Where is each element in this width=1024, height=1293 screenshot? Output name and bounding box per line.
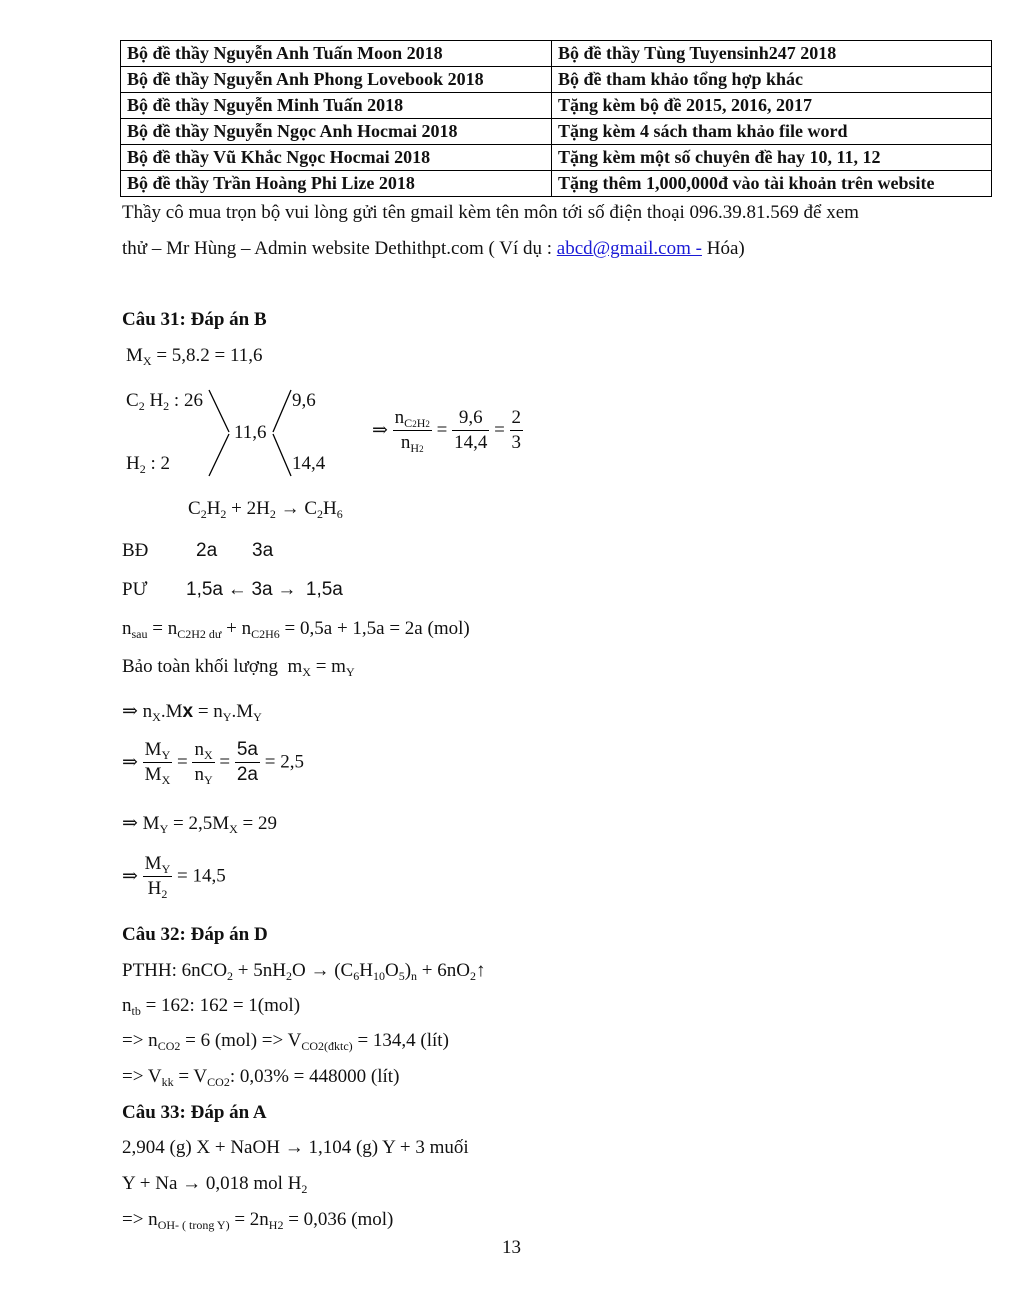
q32-ntb-line: $n_{tb} = 162$: 162 = 1(mol)	[122, 995, 301, 1018]
notice-line-2	[122, 238, 745, 260]
initial-h2: 3a	[252, 540, 274, 561]
notice-text: thử – Mr Hùng – Admin website Dethithpt.com ( Ví dụ :	[122, 238, 557, 259]
promo-cell-right: Bộ đề tham khảo tổng hợp khác	[552, 67, 992, 93]
promo-cell-right: Tặng thêm 1,000,000đ vào tài khoản trên website	[552, 171, 992, 197]
q32-vkk-line: => $V_{kk} = V_{CO2}$: 0,03% = 448000 (lít)	[122, 1066, 400, 1089]
q32-equation: PTHH: $6nCO_2 + 5nH_2O \to (C_6H_{10}O_5)_n$ + $6nO_2↑$	[122, 960, 486, 983]
promo-row	[121, 145, 992, 171]
promo-cell-left: Bộ đề thầy Vũ Khắc Ngọc Hocmai 2018	[121, 145, 552, 171]
density-h2-formula: ⇒ $\frac{M_Y}{H_2}$ = 14,5	[122, 853, 226, 901]
promo-cell-right: Tặng kèm 4 sách tham khảo file word	[552, 119, 992, 145]
mole-ratio-formula: ⇒ $\frac{n_{C2H2}}{n_{H2}}$ = $\frac{9,6}{14,4}$ = $\frac{2}{3}$	[372, 407, 522, 455]
promo-table	[120, 40, 992, 197]
initial-c2h2: 2a	[196, 540, 218, 561]
c2h2-ratio: $C_2$ $H_2$ : 26	[126, 390, 203, 413]
n-m-equation: ⇒ $n_X.Mx = n_Y.M_Y$	[122, 701, 262, 724]
promo-row	[121, 67, 992, 93]
reacted-row-label: PƯ	[122, 579, 148, 600]
page-number: 13	[502, 1237, 521, 1258]
h2-ratio: $H_2$ : 2	[126, 453, 171, 476]
my-line: ⇒ $M_Y = 2,5M_X = 29$	[122, 813, 277, 836]
promo-cell-right: Bộ đề thầy Tùng Tuyensinh247 2018	[552, 41, 992, 67]
cross-right-top: 9,6	[292, 390, 316, 411]
promo-cell-left: Bộ đề thầy Nguyễn Anh Phong Lovebook 2018	[121, 67, 552, 93]
promo-cell-right: Tặng kèm bộ đề 2015, 2016, 2017	[552, 93, 992, 119]
promo-cell-left: Bộ đề thầy Trần Hoàng Phi Lize 2018	[121, 171, 552, 197]
notice-line-1: Thầy cô mua trọn bộ vui lòng gửi tên gmail kèm tên môn tới số điện thoại 096.39.81.569 để xem	[122, 202, 859, 223]
cross-mid-value: 11,6	[234, 422, 267, 443]
molar-ratio-formula: ⇒ $\frac{M_Y}{M_X}$ = $\frac{n_X}{n_Y}$ = $\frac{5a}{2a}$ = 2,5	[122, 739, 304, 787]
reacted-row-values: 1,5a ← 3a → 1,5a	[186, 579, 343, 600]
q33-heading: Câu 33: Đáp án A	[122, 1102, 267, 1123]
promo-row	[121, 171, 992, 197]
promo-cell-right: Tặng kèm một số chuyên đề hay 10, 11, 12	[552, 145, 992, 171]
cross-right-bottom: 14,4	[292, 453, 326, 474]
q33-line-2: Y + Na → 0,018 mol $H_2$	[122, 1173, 308, 1196]
promo-cell-left: Bộ đề thầy Nguyễn Anh Tuấn Moon 2018	[121, 41, 552, 67]
q33-line-3: => $n_{OH- ( trong Y)} = 2n_{H2} = 0,036$ (mol)	[122, 1209, 394, 1232]
q31-heading: Câu 31: Đáp án B	[122, 309, 267, 330]
notice-subject: Hóa)	[701, 238, 745, 259]
q32-heading: Câu 32: Đáp án D	[122, 924, 268, 945]
promo-cell-left: Bộ đề thầy Nguyễn Minh Tuấn 2018	[121, 93, 552, 119]
mass-conservation-line: Bảo toàn khối lượng $m_X = m_Y$	[122, 656, 355, 679]
promo-row	[121, 119, 992, 145]
q31-mx-line: $M_X = 5,8.2 = 11,6$	[126, 345, 263, 368]
q33-line-1: 2,904 (g) X + NaOH → 1,104 (g) Y + 3 muối	[122, 1137, 469, 1158]
promo-row	[121, 41, 992, 67]
promo-row	[121, 93, 992, 119]
initial-row-label: BĐ	[122, 540, 149, 561]
n-after-line: $n_{sau} = n_{C2H2 dư} + n_{C2H6} = 0,5a + 1,5a = 2a$ (mol)	[122, 618, 470, 641]
example-email-link[interactable]: abcd@gmail.com -	[556, 238, 702, 259]
q32-nco2-line: => $n_{CO2} = 6$ $(mol) => V_{CO2(đktc)} = 134,4$ (lít)	[122, 1030, 449, 1053]
reaction-equation: $C_2H_2 + 2H_2 \to C_2H_6$	[188, 498, 343, 521]
promo-cell-left: Bộ đề thầy Nguyễn Ngọc Anh Hocmai 2018	[121, 119, 552, 145]
